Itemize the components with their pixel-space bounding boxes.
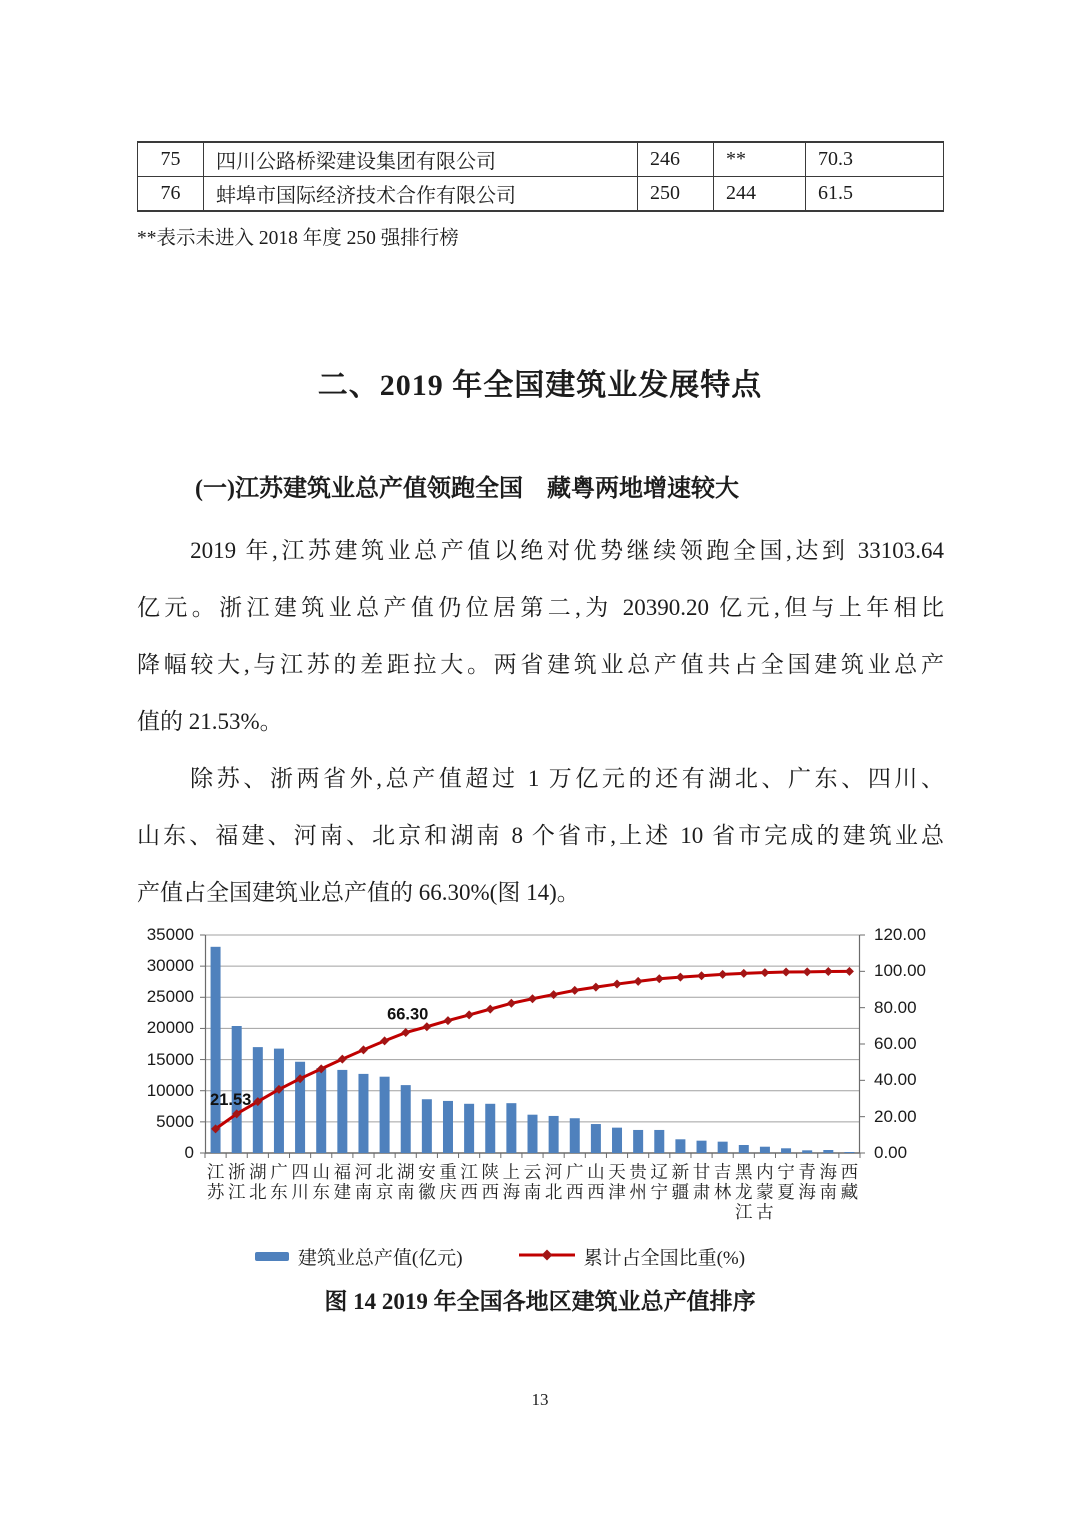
y-axis-label: 10000 [146, 1080, 194, 1100]
line-marker-宁夏 [782, 968, 791, 977]
paragraph-line: 除苏、浙两省外,总产值超过 1 万亿元的还有湖北、广东、四川、 [137, 766, 944, 791]
line-marker-福建 [338, 1055, 347, 1064]
legend-diamond [541, 1249, 552, 1260]
x-axis-label-河北: 河北 [544, 1162, 563, 1202]
x-axis-label-江西: 江西 [460, 1162, 478, 1202]
bar-重庆 [443, 1101, 453, 1153]
line-marker-黑龙江 [739, 969, 748, 978]
line-marker-青海 [803, 967, 812, 976]
value-cell: 250 [638, 177, 714, 212]
page-number: 13 [531, 1390, 549, 1409]
company-cell: 蚌埠市国际经济技术合作有限公司 [204, 177, 638, 212]
line-marker-甘肃 [697, 971, 706, 980]
x-axis-label-吉林: 吉林 [713, 1162, 732, 1202]
x-axis-label-内蒙古: 内蒙古 [756, 1162, 774, 1222]
y-axis-label: 25000 [146, 987, 194, 1007]
bar-湖南 [401, 1085, 411, 1153]
x-axis-label-重庆: 重庆 [439, 1162, 457, 1202]
legend-item-line-series [519, 1243, 745, 1270]
line-marker-云南 [528, 994, 537, 1003]
bar-甘肃 [697, 1141, 707, 1153]
bar-贵州 [633, 1130, 643, 1153]
x-axis-label-新疆: 新疆 [671, 1162, 690, 1202]
secondary-y-axis-label: 0.00 [874, 1143, 908, 1162]
x-axis-label-上海: 上海 [502, 1162, 521, 1202]
bar-河南 [358, 1074, 368, 1153]
bar-青海 [802, 1150, 812, 1153]
bar-天津 [612, 1128, 622, 1153]
x-axis-label-黑龙江: 黑龙江 [734, 1162, 753, 1222]
y-axis-label: 20000 [146, 1018, 194, 1038]
y-axis-label: 5000 [156, 1111, 194, 1131]
bar-新疆 [675, 1139, 685, 1153]
bar-宁夏 [781, 1148, 791, 1153]
x-axis-label-天津: 天津 [608, 1162, 626, 1202]
paragraph-line: 山东、福建、河南、北京和湖南 8 个省市,上述 10 省市完成的建筑业总 [137, 823, 944, 848]
line-marker-广西 [570, 986, 579, 995]
paragraph-line: 产值占全国建筑业总产值的 66.30%(图 14)。 [137, 880, 580, 905]
secondary-y-axis-label: 120.00 [874, 925, 926, 944]
bar-江西 [464, 1104, 474, 1153]
paragraph-line: 降幅较大,与江苏的差距拉大。两省建筑业总产值共占全国建筑业总产 [137, 652, 944, 677]
paragraph-line: 亿元。浙江建筑业总产值仍位居第二,为 20390.20 亿元,但与上年相比 [137, 595, 944, 620]
x-axis-label-青海: 青海 [798, 1162, 816, 1202]
table-row [138, 142, 944, 177]
bar-广西 [570, 1118, 580, 1153]
line-marker-吉林 [718, 970, 727, 979]
bar-辽宁 [654, 1130, 664, 1153]
secondary-y-axis-label: 100.00 [874, 961, 926, 981]
line-marker-北京 [380, 1036, 389, 1045]
data-label-21.53: 21.53 [210, 1090, 252, 1109]
bar-福建 [337, 1070, 347, 1153]
bar-海南 [823, 1150, 833, 1153]
bar-北京 [380, 1077, 390, 1153]
legend-label: 累计占全国比重(%) [583, 1248, 746, 1269]
secondary-y-axis-label: 80.00 [874, 997, 917, 1017]
x-axis-label-云南: 云南 [523, 1162, 542, 1202]
line-marker-内蒙古 [760, 968, 769, 977]
bar-山东 [316, 1068, 326, 1153]
section-title: 二、2019 年全国建筑业发展特点 [317, 369, 763, 402]
value-cell: 246 [638, 142, 714, 177]
line-marker-天津 [613, 980, 622, 989]
legend-item-bar-series [255, 1243, 463, 1270]
table-footnote: **表示未进入 2018 年度 250 强排行榜 [137, 228, 459, 249]
chart-plot-area [199, 935, 867, 1161]
bar-广东 [274, 1049, 284, 1153]
y-axis-label: 15000 [146, 1049, 194, 1069]
x-axis-label-陕西: 陕西 [481, 1162, 499, 1202]
line-marker-辽宁 [655, 974, 664, 983]
x-axis-label-广东: 广东 [270, 1162, 288, 1202]
line-series-swatch-icon [519, 1246, 575, 1268]
bar-吉林 [718, 1142, 728, 1153]
line-marker-西藏 [845, 967, 854, 976]
y-axis-label: 30000 [146, 956, 194, 976]
x-axis-label-海南: 海南 [819, 1162, 837, 1202]
bar-山西 [591, 1124, 601, 1153]
pareto-chart [0, 925, 1080, 1280]
x-axis-label-浙江: 浙江 [227, 1162, 246, 1202]
bar-河北 [549, 1116, 559, 1153]
line-marker-海南 [824, 967, 833, 976]
bar-黑龙江 [739, 1145, 749, 1153]
bar-series-swatch-icon [255, 1252, 289, 1261]
line-marker-湖南 [401, 1028, 410, 1037]
x-axis-label-江苏: 江苏 [206, 1162, 225, 1202]
line-marker-江西 [465, 1010, 474, 1019]
value-cell: 244 [714, 177, 806, 212]
x-axis-label-西藏: 西藏 [840, 1162, 859, 1202]
bar-西藏 [844, 1152, 854, 1153]
table-row [138, 177, 944, 212]
value-cell: 70.3 [806, 142, 944, 177]
rank-cell: 76 [138, 177, 204, 212]
x-axis-label-安徽: 安徽 [418, 1162, 436, 1202]
line-marker-上海 [507, 999, 516, 1008]
y-axis-label: 0 [184, 1143, 194, 1162]
bar-陕西 [485, 1104, 495, 1153]
x-axis-label-河南: 河南 [354, 1162, 373, 1202]
line-marker-河南 [359, 1045, 368, 1054]
line-marker-贵州 [634, 977, 643, 986]
data-label-66.30: 66.30 [387, 1005, 429, 1024]
x-axis-label-北京: 北京 [375, 1162, 394, 1202]
x-axis-label-福建: 福建 [333, 1162, 352, 1202]
legend-label: 建筑业总产值(亿元) [297, 1248, 463, 1269]
figure-caption: 图 14 2019 年全国各地区建筑业总产值排序 [324, 1289, 756, 1314]
x-axis-label-山西: 山西 [587, 1162, 605, 1202]
rank-cell: 75 [138, 142, 204, 177]
bar-云南 [528, 1115, 538, 1153]
x-axis-label-四川: 四川 [291, 1162, 309, 1202]
x-axis-label-辽宁: 辽宁 [650, 1162, 668, 1202]
company-cell: 四川公路桥梁建设集团有限公司 [204, 142, 638, 177]
secondary-y-axis-label: 60.00 [874, 1034, 917, 1053]
bar-上海 [506, 1103, 516, 1153]
subsection-title: (一)江苏建筑业总产值领跑全国 藏粤两地增速较大 [195, 476, 739, 502]
secondary-y-axis-label: 20.00 [874, 1106, 917, 1126]
x-axis-label-甘肃: 甘肃 [692, 1162, 711, 1202]
x-axis-labels [205, 1162, 860, 1222]
x-axis-label-山东: 山东 [312, 1162, 330, 1202]
line-marker-陕西 [486, 1005, 495, 1014]
x-axis-label-湖北: 湖北 [249, 1162, 267, 1202]
line-marker-山西 [591, 983, 600, 992]
secondary-y-axis-label: 40.00 [874, 1070, 917, 1090]
y-axis-label: 35000 [146, 925, 194, 944]
bar-内蒙古 [760, 1147, 770, 1153]
body-paragraphs [137, 522, 944, 921]
line-marker-安徽 [422, 1022, 431, 1031]
bar-浙江 [232, 1026, 242, 1153]
value-cell: ** [714, 142, 806, 177]
paragraph-line: 2019 年,江苏建筑业总产值以绝对优势继续领跑全国,达到 33103.64 [137, 538, 944, 563]
bar-安徽 [422, 1099, 432, 1153]
x-axis-label-宁夏: 宁夏 [777, 1162, 795, 1202]
line-swatch-svg [519, 1248, 575, 1262]
value-cell: 61.5 [806, 177, 944, 212]
line-marker-新疆 [676, 973, 685, 982]
x-axis-label-贵州: 贵州 [629, 1162, 647, 1202]
chart-legend [140, 1243, 860, 1270]
line-marker-重庆 [443, 1016, 452, 1025]
company-ranking-table [137, 141, 944, 212]
x-axis-label-湖南: 湖南 [396, 1162, 415, 1202]
paragraph-line: 值的 21.53%。 [137, 709, 283, 734]
x-axis-label-广西: 广西 [565, 1162, 584, 1202]
bar-江苏 [211, 947, 221, 1153]
